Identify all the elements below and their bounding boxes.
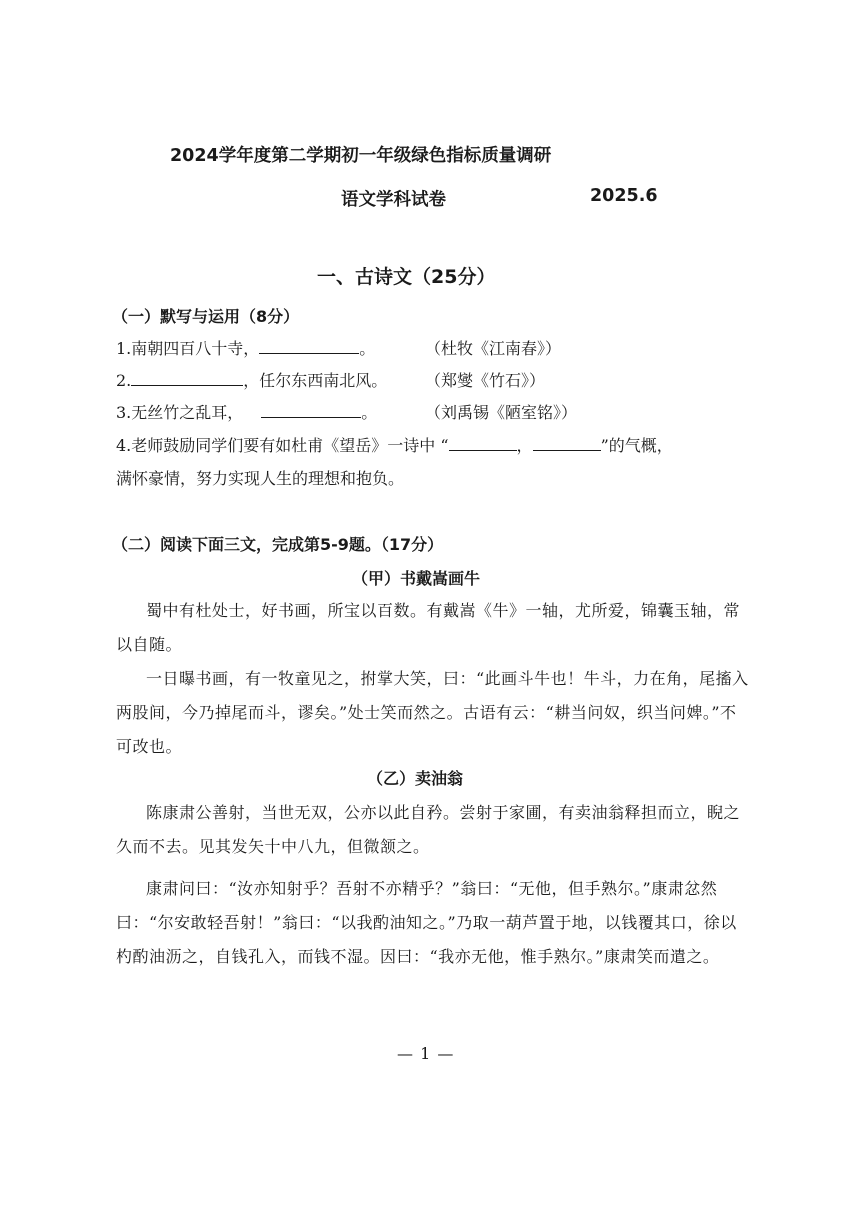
question-2-text: ，任尔东西南北风。 [243, 371, 388, 390]
question-2-source: （郑燮《竹石》） [425, 371, 546, 390]
question-1-prompt: 1.南朝四百八十寺， [116, 339, 260, 358]
part2-heading: （二）阅读下面三文，完成第5-9题。（17分） [112, 535, 444, 554]
question-4 [116, 433, 673, 456]
text-jia-paragraph-1 [116, 594, 752, 662]
question-3 [116, 400, 377, 423]
exam-date: 2025.6 [590, 186, 658, 206]
question-4-line2: 满怀豪情，努力实现人生的理想和抱负。 [116, 469, 405, 488]
text-yi-paragraph-2 [116, 872, 752, 974]
question-1-end: 。 [359, 339, 376, 358]
text-yi-paragraph-2-text: 康肃问曰：“汝亦知射乎？吾射不亦精乎？”翁曰：“无他，但手熟尔。”康肃忿然曰：“尔安敢轻吾射！”翁曰：“以我酌油知之。”乃取一葫芦置于地，以钱覆其口，徐以杓酌油沥之，自钱孔入，而钱不湿。因曰：“我亦无他，惟手熟尔。”康肃笑而遣之。 [116, 879, 737, 966]
question-4-end: ”的气概， [600, 436, 673, 455]
question-2 [116, 368, 387, 391]
section-title: 一、古诗文（25分） [317, 266, 496, 288]
question-4-comma: ， [516, 436, 533, 455]
question-1-source: （杜牧《江南春》） [425, 339, 562, 358]
text-yi-title: （乙）卖油翁 [367, 769, 464, 788]
answer-blank-4b[interactable] [533, 436, 601, 451]
page-number: — 1 — [397, 1044, 455, 1063]
answer-blank-1[interactable] [259, 339, 359, 354]
text-yi-paragraph-1 [116, 796, 752, 864]
answer-blank-3[interactable] [261, 403, 361, 418]
question-3-end: 。 [361, 403, 378, 422]
text-jia-paragraph-1-text: 蜀中有杜处士，好书画，所宝以百数。有戴嵩《牛》一轴，尤所爱，锦囊玉轴，常以自随。 [116, 601, 741, 654]
answer-blank-4a[interactable] [449, 436, 517, 451]
question-3-source: （刘禹锡《陋室铭》） [425, 403, 578, 422]
text-jia-paragraph-2-text: 一日曝书画，有一牧童见之，拊掌大笑，曰：“此画斗牛也！牛斗，力在角，尾搐入两股间，今乃掉尾而斗，谬矣。”处士笑而然之。古语有云：“耕当问奴，织当问婢。”不可改也。 [116, 669, 749, 756]
text-jia-paragraph-2 [116, 662, 752, 764]
answer-blank-2[interactable] [131, 371, 243, 386]
exam-subtitle: 语文学科试卷 [341, 190, 446, 210]
exam-title: 2024学年度第二学期初一年级绿色指标质量调研 [170, 146, 552, 166]
question-3-prompt: 3.无丝竹之乱耳， [116, 403, 244, 422]
question-1 [116, 336, 375, 359]
text-yi-paragraph-1-text: 陈康肃公善射，当世无双，公亦以此自矜。尝射于家圃，有卖油翁释担而立，睨之久而不去。见其发矢十中八九，但微颔之。 [116, 803, 741, 856]
question-2-number: 2. [116, 371, 132, 390]
question-4-prompt: 4.老师鼓励同学们要有如杜甫《望岳》一诗中 “ [116, 436, 449, 455]
part1-heading: （一）默写与运用（8分） [112, 307, 300, 326]
text-jia-title: （甲）书戴嵩画牛 [352, 569, 481, 588]
